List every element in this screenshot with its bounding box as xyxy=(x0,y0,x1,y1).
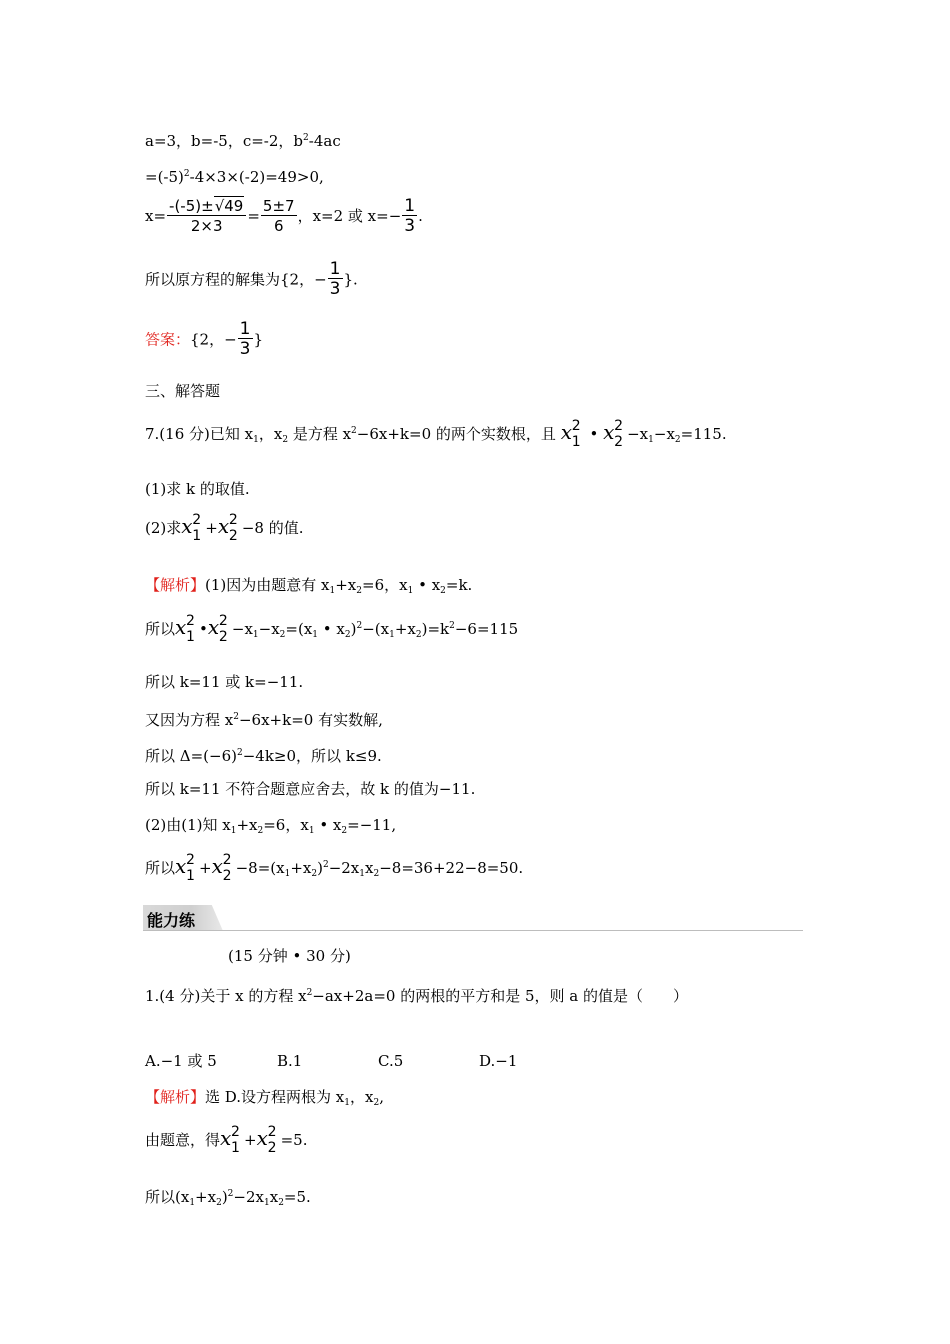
fraction-one-third: $\frac{1}{3}$ xyxy=(404,195,416,236)
fraction-result: $\frac{5\pm 7}{6}$ xyxy=(262,196,295,235)
math-x1-squared: x 2 1 xyxy=(181,512,202,544)
math-x1-squared: x 2 1 xyxy=(220,1124,240,1156)
solution-line-2: 所以x 2 1 •x 2 2 $-x_1-x_2=(x_1$ • $x_2)^2-(x_1+x_2)=k^2-6=115$ xyxy=(145,613,519,645)
question-7: 7.(16 分)已知 $x_1$，$x_2$ 是方程 $x^2-6x+k=0$ 的两个实数根，且 x 2 1 • x 2 2 $-x_1-x_2=115$. xyxy=(145,418,727,450)
math-x2-squared: x 2 2 xyxy=(207,613,228,645)
math-x2-squared: x 2 2 xyxy=(211,852,232,884)
option-a: A.−1 或 5 xyxy=(145,1052,217,1070)
option-b: B.1 xyxy=(277,1052,303,1070)
solution-line-8: 所以x 2 1 +x 2 2 $-8=(x_1+x_2)^2-2x_1x_2-8=36+22-8=50$. xyxy=(145,852,524,884)
answer-line-3: 所以$(x_1+x_2)^2-2x_1x_2=5$. xyxy=(145,1188,311,1208)
line-abc: a=3，b=-5，c=-2，$b^2-4ac$ xyxy=(145,132,341,150)
question-1: 1.(4 分)关于 x 的方程 $x^2-ax+2a=0$ 的两根的平方和是 5，则 a 的值是（ ） xyxy=(145,987,688,1005)
math-x2-squared: x 2 2 xyxy=(217,512,238,544)
jiexi-label: 【解析】 xyxy=(145,576,206,594)
jiexi-label: 【解析】 xyxy=(145,1088,206,1106)
line-answer: 答案：{2，− $\frac{1}{3}$ } xyxy=(145,319,264,359)
question-7-part-2: (2)求x 2 1 +x 2 2 −8 的值. xyxy=(145,512,304,544)
answer-label: 答案： xyxy=(145,330,191,349)
question-7-part-1: (1)求 k 的取值. xyxy=(145,480,250,498)
math-x2-squared: x 2 2 xyxy=(603,418,624,450)
line-solution-set: 所以原方程的解集为{2，− $\frac{1}{3}$ }. xyxy=(145,259,358,299)
sqrt-49: √49 xyxy=(214,197,244,215)
fraction-formula: $\frac{-(-5)\pm√49}{2\times 3}$ xyxy=(167,196,246,236)
math-x1-squared: x 2 1 xyxy=(175,852,195,884)
math-x1-squared: x 2 1 xyxy=(560,418,581,450)
line-discriminant: $=(-5)^2-4\times 3\times(-2)=49>0$, xyxy=(145,168,324,186)
fraction-one-third: $\frac{1}{3}$ xyxy=(239,319,251,359)
section-divider xyxy=(143,930,803,931)
solution-line-6: 所以 k=11 不符合题意应舍去，故 k 的值为−11. xyxy=(145,780,476,798)
fraction-one-third: $\frac{1}{3}$ xyxy=(329,259,341,299)
section-title: 能力练 xyxy=(147,911,196,930)
time-note: (15 分钟 • 30 分) xyxy=(228,947,351,965)
solution-line-3: 所以 k=11 或 k=−11. xyxy=(145,673,304,691)
math-x2-squared: x 2 2 xyxy=(256,1124,277,1156)
math-x1-squared: x 2 1 xyxy=(175,613,195,645)
solution-line-5: 所以 $\Delta=(-6)^2-4k\ge 0$，所以 k≤9. xyxy=(145,747,382,765)
solution-line-4: 又因为方程 $x^2-6x+k=0$ 有实数解, xyxy=(145,711,383,729)
section-heading-3: 三、解答题 xyxy=(145,382,221,400)
option-d: D.−1 xyxy=(479,1052,518,1070)
answer-line-2: 由题意，得x 2 1 +x 2 2 =5. xyxy=(145,1124,308,1156)
line-formula: x= $\frac{-(-5)\pm√49}{2\times 3}$ = $\frac{5\pm 7}{6}$ ，x=2 或 x=− $\frac{1}{3}$ . xyxy=(145,195,423,236)
option-c: C.5 xyxy=(378,1052,404,1070)
solution-line-1: 【解析】(1)因为由题意有 $x_1+x_2=6$，$x_1$ • $x_2=k$. xyxy=(145,576,473,596)
solution-line-7: (2)由(1)知 $x_1+x_2=6$，$x_1$ • $x_2=-11$, xyxy=(145,816,397,836)
answer-line-1: 【解析】选 D.设方程两根为 $x_1$，$x_2$, xyxy=(145,1088,384,1108)
